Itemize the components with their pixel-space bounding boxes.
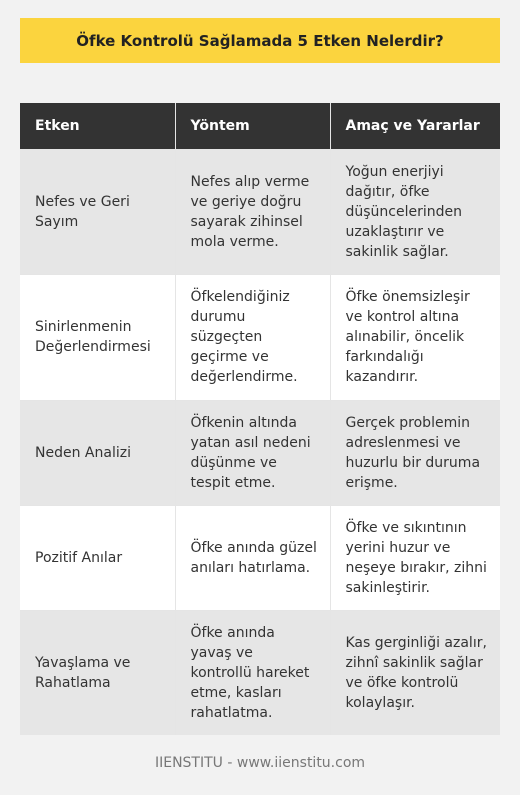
table-row	[20, 505, 500, 610]
method-cell: Nefes alıp verme ve geriye doğru sayarak zihinsel mola verme.	[175, 149, 330, 274]
column-header-method: Yöntem	[175, 103, 330, 149]
benefit-cell: Yoğun enerjiyi dağıtır, öfke düşüncelerinden uzaklaştırır ve sakinlik sağlar.	[330, 149, 500, 274]
benefit-cell: Kas gerginliği azalır, zihnî sakinlik sağlar ve öfke kontrolü kolaylaşır.	[330, 610, 500, 735]
table-row	[20, 149, 500, 274]
method-cell: Öfke anında yavaş ve kontrollü hareket etme, kasları rahatlatma.	[175, 610, 330, 735]
method-cell: Öfke anında güzel anıları hatırlama.	[175, 505, 330, 610]
benefit-cell: Öfke ve sıkıntının yerini huzur ve neşeye bırakır, zihni sakinleştirir.	[330, 505, 500, 610]
factor-cell: Neden Analizi	[20, 400, 175, 505]
benefit-cell: Gerçek problemin adreslenmesi ve huzurlu bir duruma erişme.	[330, 400, 500, 505]
benefit-cell: Öfke önemsizleşir ve kontrol altına alınabilir, öncelik farkındalığı kazandırır.	[330, 274, 500, 400]
page-title: Öfke Kontrolü Sağlamada 5 Etken Nelerdir?	[20, 18, 500, 63]
factor-cell: Pozitif Anılar	[20, 505, 175, 610]
table-header-row	[20, 103, 500, 149]
factor-cell: Sinirlenmenin Değerlendirmesi	[20, 274, 175, 400]
footer-credit: IIENSTITU - www.iienstitu.com	[154, 755, 366, 771]
factor-cell: Yavaşlama ve Rahatlama	[20, 610, 175, 735]
table-row	[20, 274, 500, 400]
method-cell: Öfkelendiğiniz durumu süzgeçten geçirme ve değerlendirme.	[175, 274, 330, 400]
column-header-benefits: Amaç ve Yararlar	[330, 103, 500, 149]
method-cell: Öfkenin altında yatan asıl nedeni düşünme ve tespit etme.	[175, 400, 330, 505]
column-header-factor: Etken	[20, 103, 175, 149]
table-row	[20, 400, 500, 505]
factor-cell: Nefes ve Geri Sayım	[20, 149, 175, 274]
factors-table	[20, 103, 500, 735]
table-row	[20, 610, 500, 735]
